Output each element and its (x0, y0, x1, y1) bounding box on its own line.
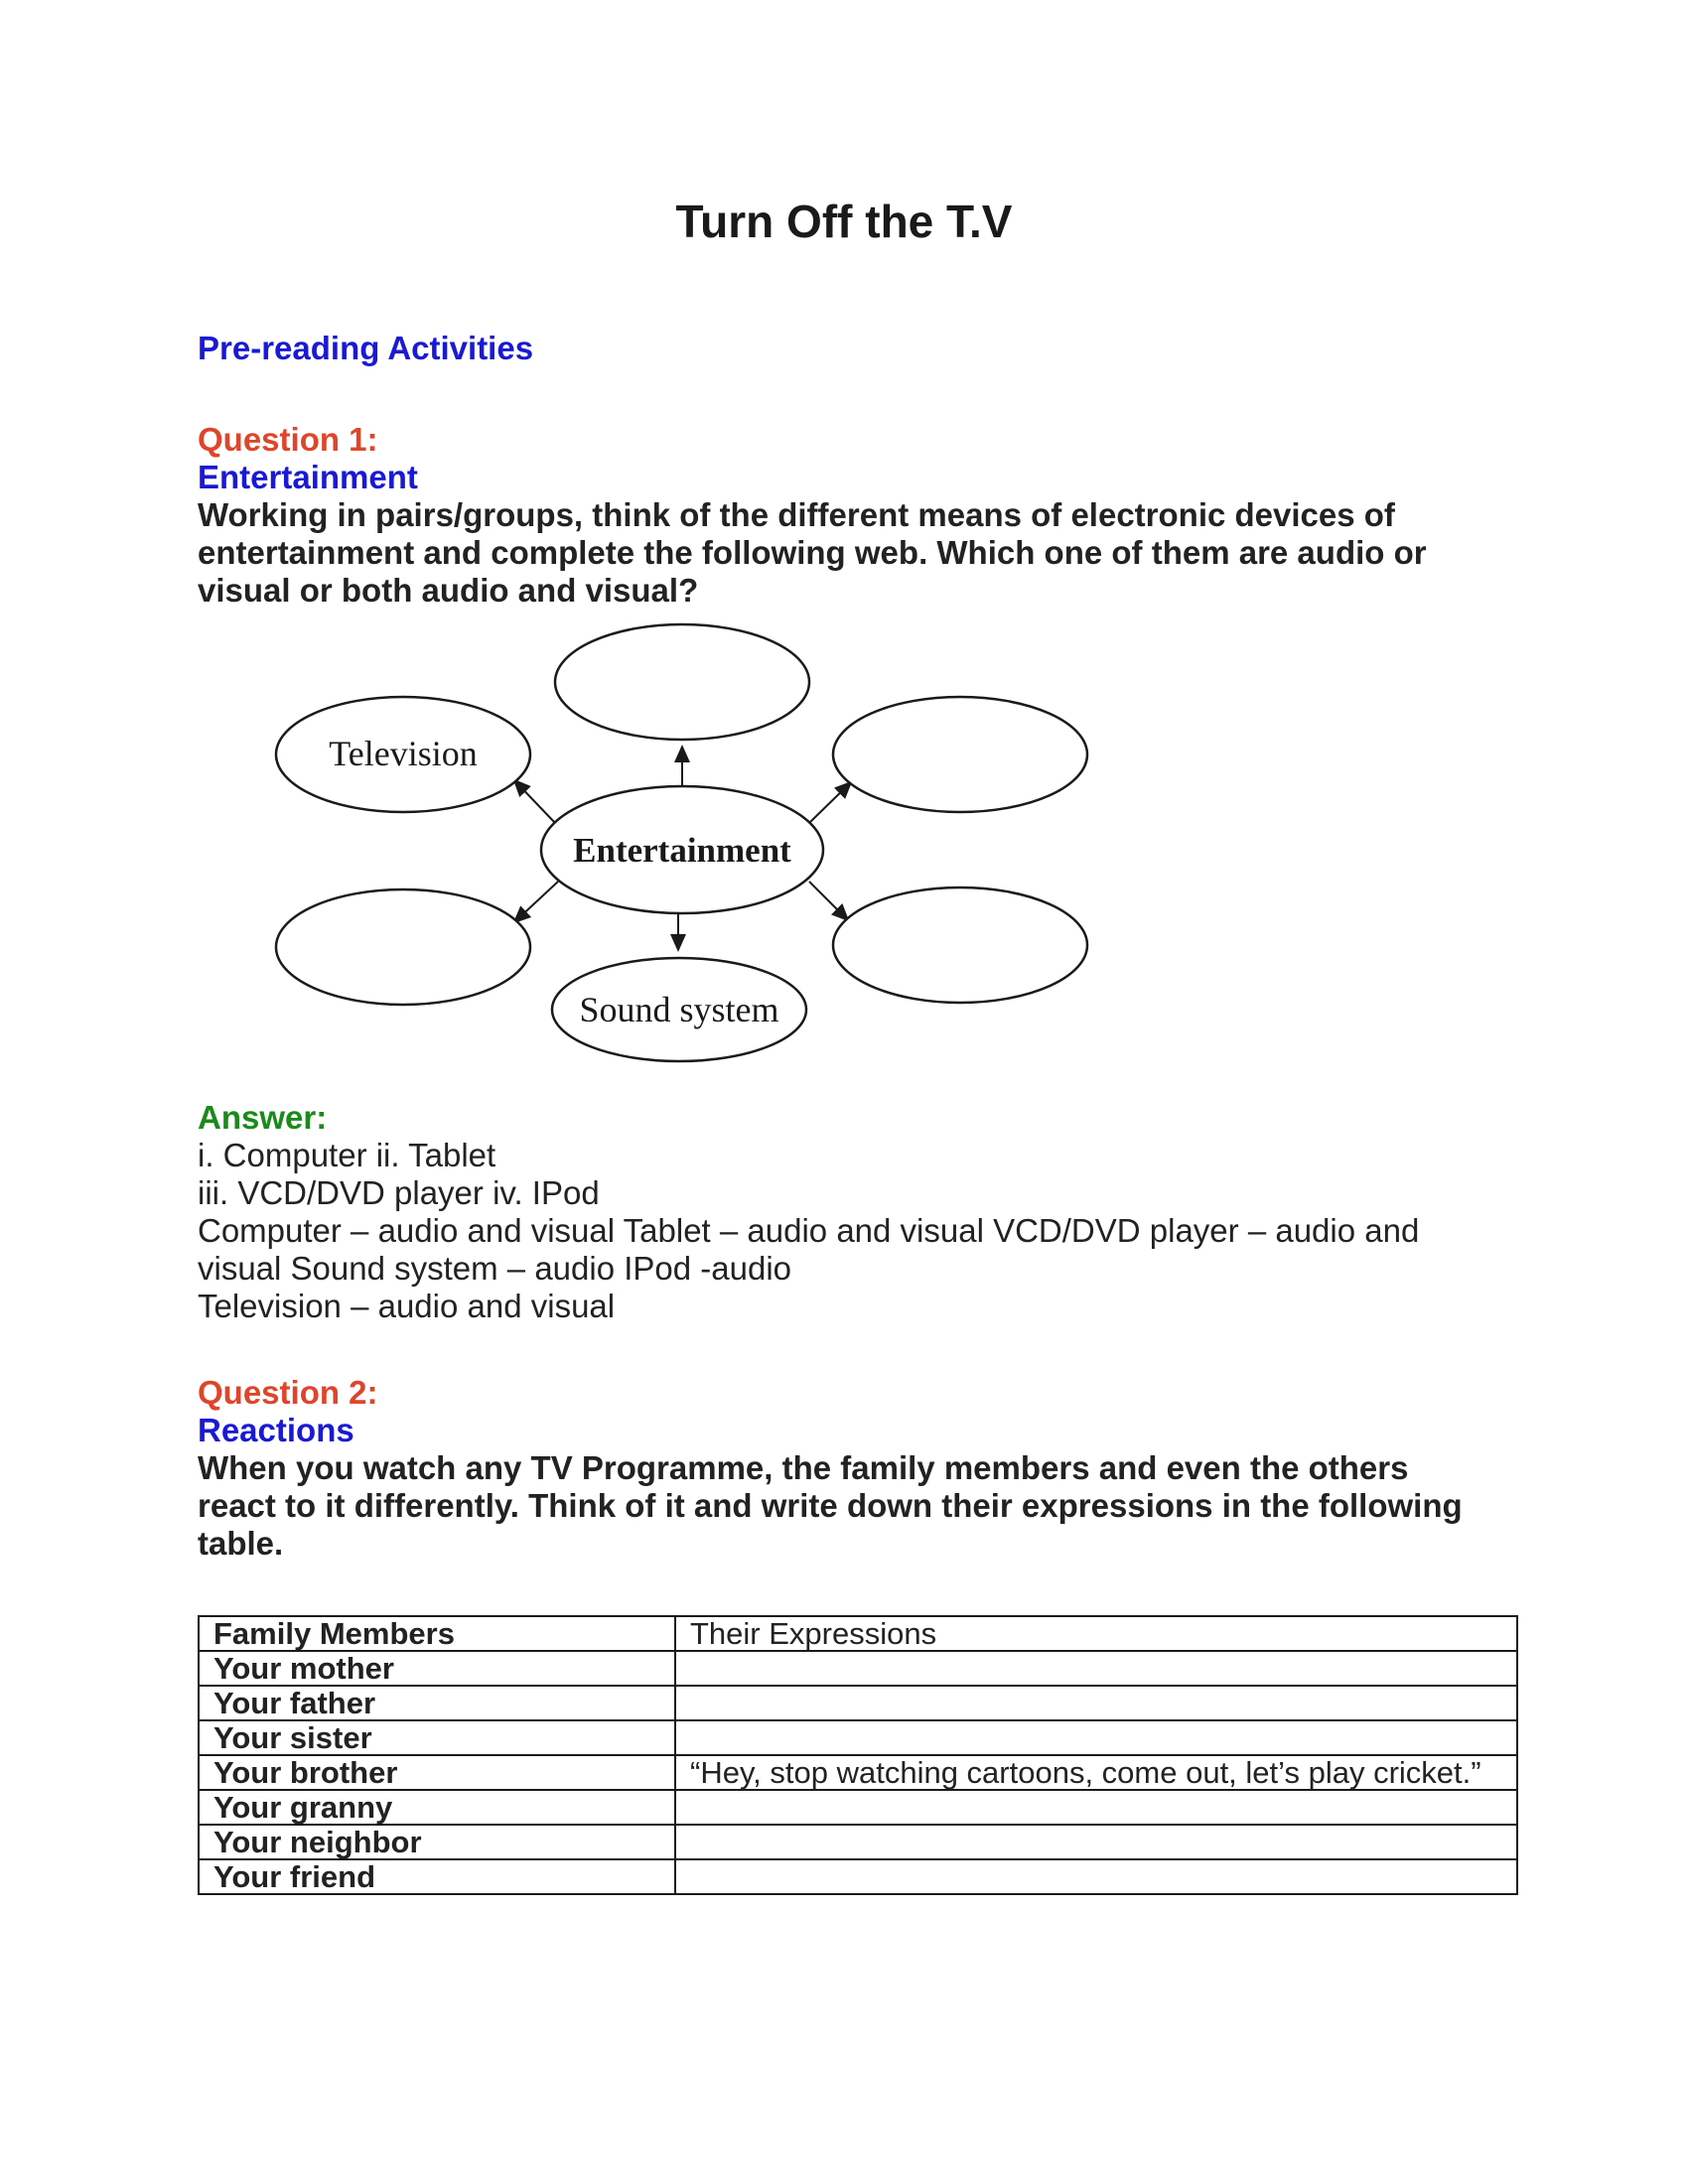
expression-cell (675, 1859, 1517, 1894)
question-2-line: react to it differently. Think of it and write down their expressions in the following (198, 1487, 1463, 1524)
web-node-label: Sound system (579, 990, 779, 1029)
web-node-label: Television (329, 734, 478, 773)
web-node-top-right (833, 697, 1087, 812)
web-svg (258, 615, 1132, 1092)
arrow-bottom-left (514, 882, 558, 922)
answer-line: visual Sound system – audio IPod -audio (198, 1250, 792, 1287)
answer-line: Computer – audio and visual Tablet – audio and visual VCD/DVD player – audio and (198, 1212, 1420, 1249)
family-member-cell: Your sister (199, 1720, 675, 1755)
web-node-bottom-left (276, 889, 530, 1005)
question-1-line: Working in pairs/groups, think of the different means of electronic devices of (198, 496, 1395, 533)
family-member-cell: Your granny (199, 1790, 675, 1825)
table-header-cell: Their Expressions (675, 1616, 1517, 1651)
expression-cell (675, 1686, 1517, 1720)
table-row (199, 1651, 1517, 1686)
question-2-line: When you watch any TV Programme, the family members and even the others (198, 1449, 1409, 1486)
answer-label: Answer: (198, 1099, 328, 1136)
expression-cell (675, 1790, 1517, 1825)
answer-line: i. Computer ii. Tablet (198, 1137, 496, 1173)
family-member-cell: Your father (199, 1686, 675, 1720)
table-row (199, 1720, 1517, 1755)
web-node-bottom-right (833, 887, 1087, 1003)
question-2-label: Question 2: (198, 1374, 378, 1411)
question-1-line: entertainment and complete the following web. Which one of them are audio or (198, 534, 1427, 571)
arrow-bottom-right (809, 882, 848, 920)
expression-cell (675, 1651, 1517, 1686)
table-row (199, 1859, 1517, 1894)
question-1-line: visual or both audio and visual? (198, 572, 699, 609)
family-member-cell: Your mother (199, 1651, 675, 1686)
arrow-top-left (514, 780, 556, 824)
expression-cell: “Hey, stop watching cartoons, come out, let’s play cricket.” (675, 1755, 1517, 1790)
question-1-label: Question 1: (198, 421, 378, 458)
table-row (199, 1790, 1517, 1825)
family-member-cell: Your neighbor (199, 1825, 675, 1859)
answer-line: Television – audio and visual (198, 1288, 616, 1324)
family-member-cell: Your brother (199, 1755, 675, 1790)
question-1-topic: Entertainment (198, 459, 418, 495)
question-2-line: table. (198, 1525, 284, 1562)
answer-line: iii. VCD/DVD player iv. IPod (198, 1174, 600, 1211)
expression-cell (675, 1825, 1517, 1859)
question-2-topic: Reactions (198, 1412, 354, 1448)
table-row (199, 1825, 1517, 1859)
table-header-cell: Family Members (199, 1616, 675, 1651)
web-center-label: Entertainment (573, 831, 791, 870)
table-row (199, 1755, 1517, 1790)
table-header-row (199, 1616, 1517, 1651)
section-heading: Pre-reading Activities (198, 330, 534, 366)
family-member-cell: Your friend (199, 1859, 675, 1894)
arrow-top-right (810, 782, 851, 822)
table-row (199, 1686, 1517, 1720)
page-title: Turn Off the T.V (675, 196, 1013, 247)
web-node-top (555, 624, 809, 740)
reactions-table (198, 1615, 1518, 1895)
expression-cell (675, 1720, 1517, 1755)
entertainment-web-diagram (258, 615, 1132, 1092)
